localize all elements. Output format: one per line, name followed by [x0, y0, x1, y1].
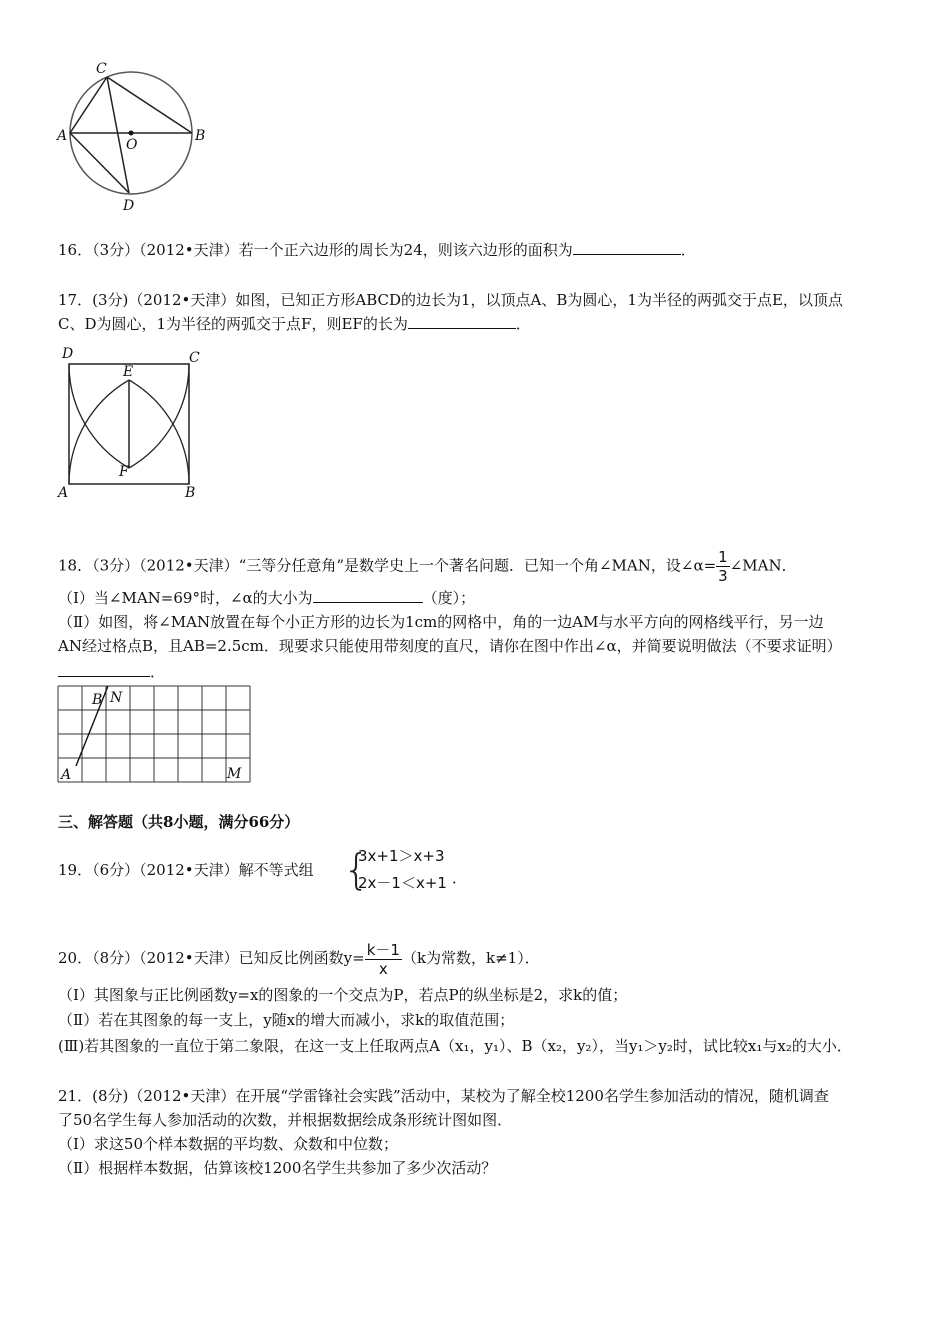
question-16: 16．（3分）（2012•天津）若一个正六边形的周长为24，则该六边形的面积为 ． — [58, 241, 696, 259]
section-3-heading: 三、解答题（共8小题，满分66分） — [58, 813, 300, 831]
label-e: E — [123, 364, 134, 380]
label-o: O — [126, 137, 138, 153]
label-f: F — [119, 464, 129, 480]
question-18-part2-blank: ． — [58, 662, 165, 682]
question-20-part3: (Ⅲ)若其图象的一直位于第二象限，在这一支上任取两点A（x₁，y₁）、B（x₂，y₂），当y₁＞y₂时，试比较x₁与x₂的大小． — [58, 1037, 852, 1055]
question-18-part2-line1: （Ⅱ）如图，将∠MAN放置在每个小正方形的边长为1cm的网格中，角的一边AM与水平方向的网格线平行，另一边 — [58, 613, 824, 631]
square-arcs-figure — [52, 342, 212, 504]
fraction-k-minus-1-over-x: $\frac{k-1}{x}$ — [366, 940, 400, 978]
question-20-part2: （Ⅱ）若在其图象的每一支上，y随x的增大而减小，求k的取值范围； — [58, 1011, 515, 1029]
label-d: D — [62, 346, 74, 362]
answer-blank — [313, 588, 423, 603]
label-c: C — [189, 350, 200, 366]
fraction-one-third: $\frac{1}{3}$ — [718, 548, 728, 585]
question-20-line1: 20．（8分）（2012•天津）已知反比例函数y= $\frac{k-1}{x}$ （k为常数，k≠1）． — [58, 940, 540, 978]
question-21-part2: （Ⅱ）根据样本数据，估算该校1200名学生共参加了多少次活动？ — [58, 1159, 497, 1177]
question-17-line2: C、D为圆心，1为半径的两弧交于点F，则EF的长为 ． — [58, 315, 531, 333]
label-a: A — [58, 485, 69, 501]
label-a: A — [61, 767, 72, 783]
question-19: 19．（6分）（2012•天津）解不等式组 — [58, 861, 314, 879]
label-b: B — [185, 485, 196, 501]
question-20-part1: （Ⅰ）其图象与正比例函数y=x的图象的一个交点为P，若点P的纵坐标是2，求k的值； — [58, 986, 628, 1004]
label-b: B — [195, 128, 206, 144]
question-18-part1: （Ⅰ）当∠MAN=69°时，∠α的大小为 （度）； — [58, 589, 476, 607]
question-21-line1: 21．(8分)（2012•天津）在开展“学雷锋社会实践”活动中，某校为了解全校1200名学生参加活动的情况，随机调查 — [58, 1087, 829, 1105]
label-c: C — [96, 61, 107, 77]
question-17-line1: 17．(3分)（2012•天津）如图，已知正方形ABCD的边长为1，以顶点A、B为圆心，1为半径的两弧交于点E，以顶点 — [58, 291, 843, 309]
label-n: N — [110, 690, 123, 706]
question-21-part1: （Ⅰ）求这50个样本数据的平均数、众数和中位数； — [58, 1135, 399, 1153]
angle-grid-figure — [52, 684, 252, 784]
question-18-line1: 18．（3分）（2012•天津）“三等分任意角”是数学史上一个著名问题．已知一个角∠MAN，设∠α= $\frac{1}{3}$ ∠MAN． — [58, 548, 797, 585]
question-21-line2: 了50名学生每人参加活动的次数，并根据数据绘成条形统计图如图． — [58, 1111, 513, 1129]
inequality-brace: { — [343, 845, 370, 894]
inequality-1: 3x+1＞x+3 — [358, 847, 445, 865]
question-19-end: ． — [452, 869, 468, 887]
answer-blank — [573, 240, 681, 255]
inequality-2: 2x－1＜x+1 — [358, 874, 447, 892]
answer-blank — [408, 314, 516, 329]
label-m: M — [227, 766, 242, 782]
label-a: A — [57, 128, 68, 144]
circle-figure — [50, 60, 220, 220]
label-d: D — [123, 198, 135, 214]
label-b: B — [92, 692, 103, 708]
answer-blank — [58, 662, 150, 677]
question-18-part2-line2: AN经过格点B，且AB=2.5cm．现要求只能使用带刻度的直尺，请你在图中作出∠α，并简要说明做法（不要求证明） — [58, 637, 842, 655]
